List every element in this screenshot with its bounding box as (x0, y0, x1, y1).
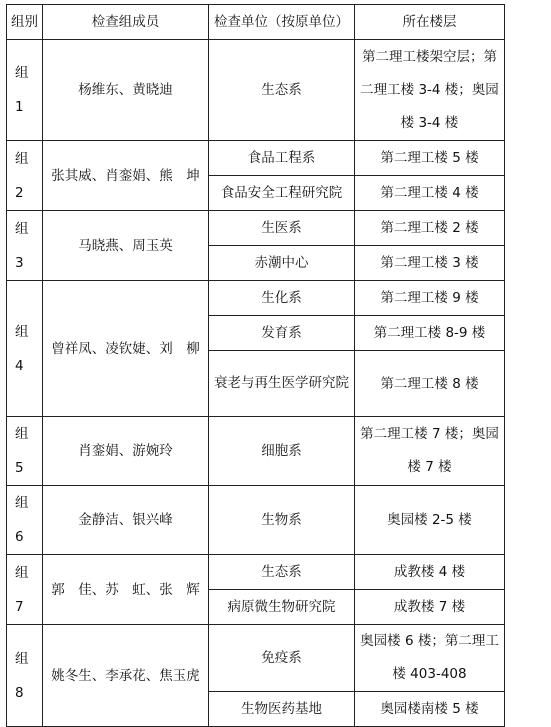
members-cell: 张其威、肖銮娟、熊 坤 (43, 141, 209, 211)
floor-cell: 奥园楼 6 楼；第二理工楼 403-408 (355, 625, 505, 692)
group-cell: 组 3 (7, 211, 43, 281)
members-cell: 杨维东、黄晓迪 (43, 40, 209, 141)
table-row (7, 211, 505, 246)
unit-cell: 生物医药基地 (209, 692, 355, 727)
table-row (7, 625, 505, 692)
floor-cell: 第二理工楼 7 楼；奥园楼 7 楼 (355, 417, 505, 486)
unit-cell: 生医系 (209, 211, 355, 246)
floor-cell: 第二理工楼 8 楼 (355, 351, 505, 417)
unit-cell: 赤潮中心 (209, 246, 355, 281)
floor-cell: 第二理工楼 2 楼 (355, 211, 505, 246)
header-members: 检查组成员 (43, 5, 209, 40)
floor-cell: 奥园楼南楼 5 楼 (355, 692, 505, 727)
group-cell: 组 5 (7, 417, 43, 486)
members-cell: 姚冬生、李承花、焦玉虎 (43, 625, 209, 727)
members-cell: 肖銮娟、游婉玲 (43, 417, 209, 486)
members-cell: 马晓燕、周玉英 (43, 211, 209, 281)
floor-cell: 第二理工楼 8-9 楼 (355, 316, 505, 351)
group-cell: 组 4 (7, 281, 43, 417)
unit-cell: 衰老与再生医学研究院 (209, 351, 355, 417)
floor-cell: 第二理工楼 5 楼 (355, 141, 505, 176)
group-cell: 组 2 (7, 141, 43, 211)
inspection-table (6, 4, 505, 727)
floor-cell: 成教楼 7 楼 (355, 590, 505, 625)
unit-cell: 病原微生物研究院 (209, 590, 355, 625)
group-cell: 组 7 (7, 555, 43, 625)
header-group: 组别 (7, 5, 43, 40)
table-row (7, 141, 505, 176)
group-cell: 组 6 (7, 486, 43, 555)
group-cell: 组 1 (7, 40, 43, 141)
table-row (7, 40, 505, 141)
unit-cell: 免疫系 (209, 625, 355, 692)
floor-cell: 第二理工楼 4 楼 (355, 176, 505, 211)
table-row (7, 486, 505, 555)
floor-cell: 第二理工楼 3 楼 (355, 246, 505, 281)
unit-cell: 食品安全工程研究院 (209, 176, 355, 211)
unit-cell: 食品工程系 (209, 141, 355, 176)
floor-cell: 奥园楼 2-5 楼 (355, 486, 505, 555)
members-cell: 金静洁、银兴峰 (43, 486, 209, 555)
unit-cell: 发育系 (209, 316, 355, 351)
unit-cell: 生物系 (209, 486, 355, 555)
header-unit: 检查单位（按原单位） (209, 5, 355, 40)
table-row (7, 417, 505, 486)
unit-cell: 生态系 (209, 555, 355, 590)
members-cell: 郭 佳、苏 虹、张 辉 (43, 555, 209, 625)
header-floor: 所在楼层 (355, 5, 505, 40)
unit-cell: 生化系 (209, 281, 355, 316)
floor-cell: 第二理工楼 9 楼 (355, 281, 505, 316)
table-row (7, 281, 505, 316)
floor-cell: 第二理工楼架空层；第二理工楼 3-4 楼；奥园楼 3-4 楼 (355, 40, 505, 141)
members-cell: 曾祥凤、凌钦婕、刘 柳 (43, 281, 209, 417)
table-row (7, 555, 505, 590)
floor-cell: 成教楼 4 楼 (355, 555, 505, 590)
group-cell: 组 8 (7, 625, 43, 727)
unit-cell: 生态系 (209, 40, 355, 141)
header-row (7, 5, 505, 40)
unit-cell: 细胞系 (209, 417, 355, 486)
